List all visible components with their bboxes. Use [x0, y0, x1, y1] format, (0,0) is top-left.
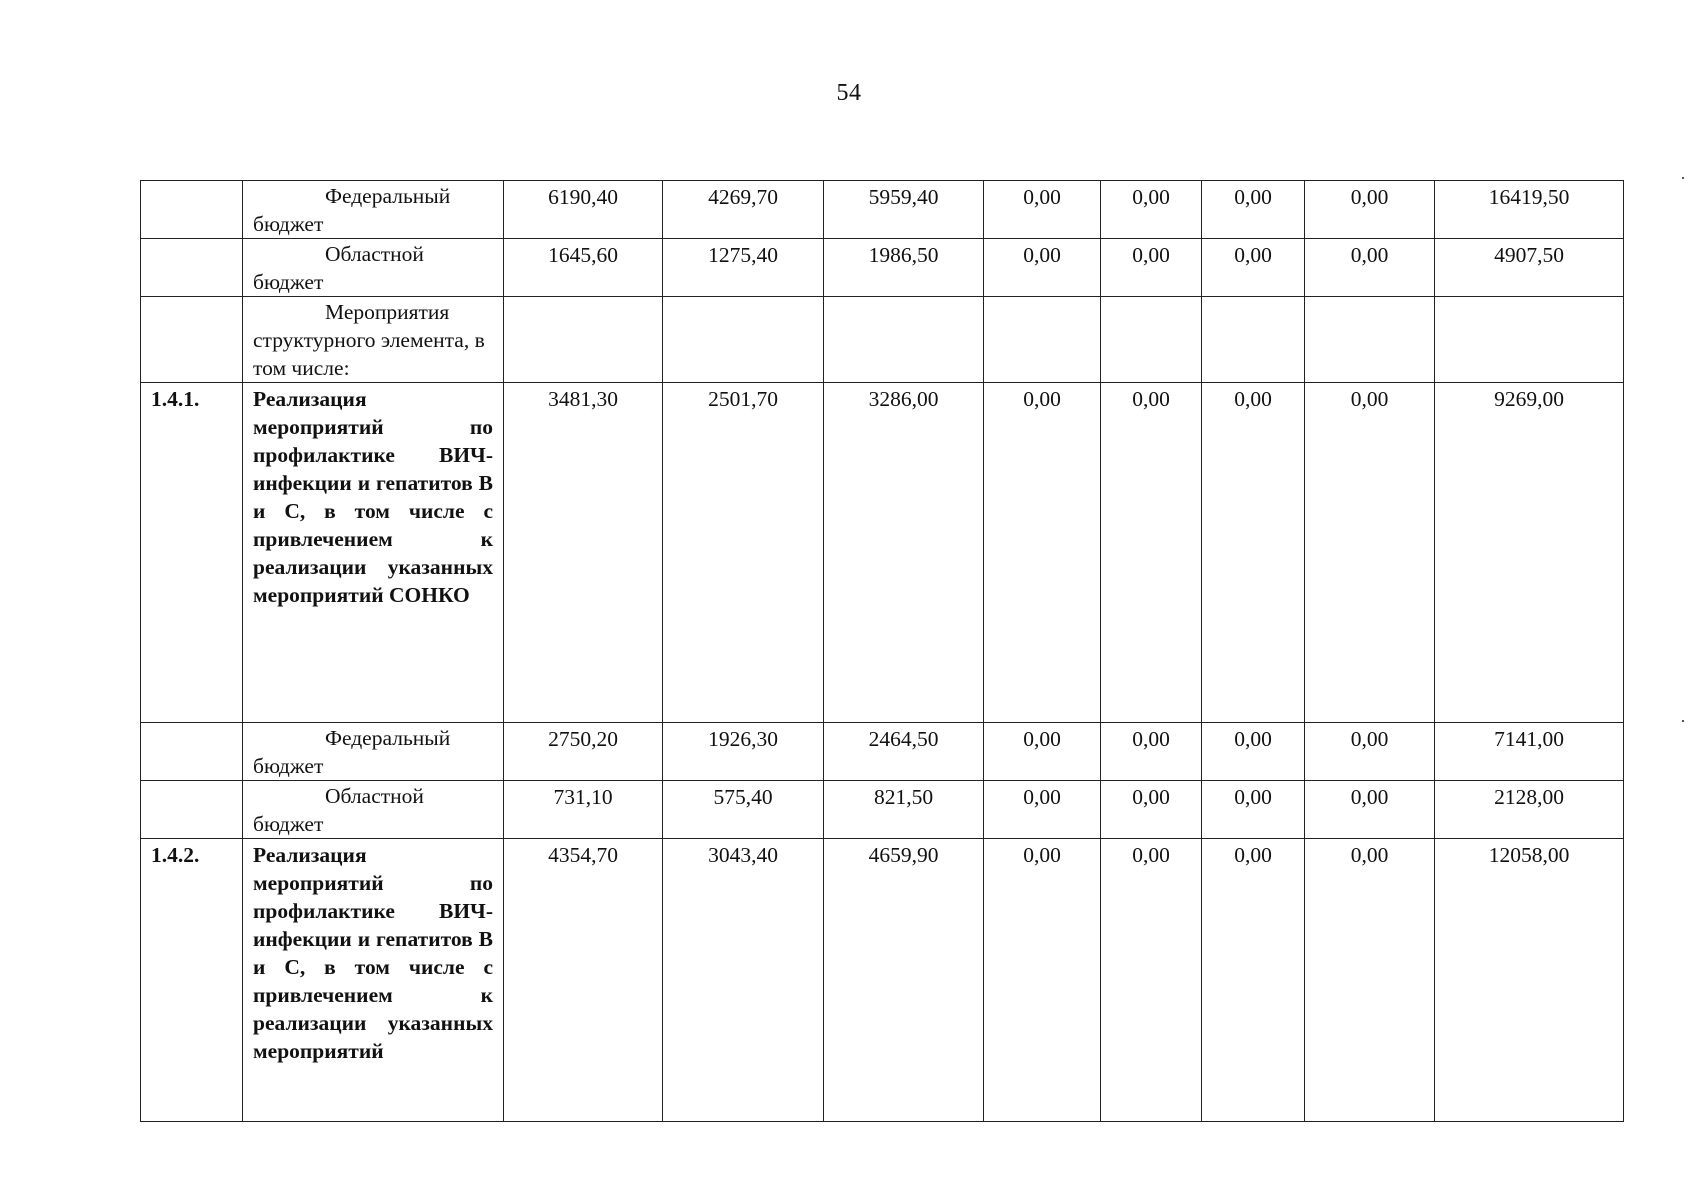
value-cell: 1986,50 [824, 239, 984, 297]
value-cell: 4659,90 [824, 839, 984, 1122]
row-name: Областной бюджет [243, 239, 504, 297]
value-cell: 0,00 [984, 723, 1101, 781]
value-cell: 0,00 [1202, 239, 1305, 297]
value-cell: 0,00 [1305, 383, 1435, 723]
value-cell: 0,00 [1202, 723, 1305, 781]
value-cell [504, 297, 663, 383]
value-cell: 0,00 [1305, 239, 1435, 297]
row-name: Областной бюджет [243, 781, 504, 839]
value-cell: 2501,70 [663, 383, 824, 723]
value-cell: 0,00 [1305, 839, 1435, 1122]
total-cell: 9269,00 [1435, 383, 1624, 723]
value-cell: 6190,40 [504, 181, 663, 239]
value-cell [1202, 297, 1305, 383]
value-cell: 4269,70 [663, 181, 824, 239]
value-cell [824, 297, 984, 383]
value-cell: 4354,70 [504, 839, 663, 1122]
value-cell: 0,00 [1305, 781, 1435, 839]
row-code [141, 239, 243, 297]
value-cell: 5959,40 [824, 181, 984, 239]
total-cell: 4907,50 [1435, 239, 1624, 297]
value-cell: 3043,40 [663, 839, 824, 1122]
value-cell: 0,00 [1101, 239, 1202, 297]
total-cell: 7141,00 [1435, 723, 1624, 781]
value-cell: 1645,60 [504, 239, 663, 297]
value-cell: 0,00 [1101, 383, 1202, 723]
row-name: Федеральный бюджет [243, 181, 504, 239]
value-cell: 0,00 [1101, 181, 1202, 239]
table-row [141, 839, 1624, 1122]
row-name: Реализация мероприятий по профилактике ВИЧ-инфекции и гепатитов В и С, в том числе с привлечением к реализации указанных мероприятий [243, 839, 504, 1122]
total-cell: 2128,00 [1435, 781, 1624, 839]
table-row [141, 383, 1624, 723]
value-cell: 821,50 [824, 781, 984, 839]
value-cell: 0,00 [1202, 181, 1305, 239]
value-cell: 0,00 [984, 839, 1101, 1122]
value-cell: 731,10 [504, 781, 663, 839]
value-cell: 3286,00 [824, 383, 984, 723]
value-cell: 1275,40 [663, 239, 824, 297]
value-cell: 0,00 [984, 181, 1101, 239]
scan-speck [1682, 177, 1684, 179]
budget-table [140, 180, 1624, 1122]
value-cell: 0,00 [1101, 781, 1202, 839]
value-cell: 575,40 [663, 781, 824, 839]
value-cell [1101, 297, 1202, 383]
value-cell: 2464,50 [824, 723, 984, 781]
scan-speck [1682, 720, 1684, 722]
value-cell [663, 297, 824, 383]
value-cell: 0,00 [984, 781, 1101, 839]
value-cell: 1926,30 [663, 723, 824, 781]
value-cell: 0,00 [984, 239, 1101, 297]
value-cell: 2750,20 [504, 723, 663, 781]
table-row [141, 297, 1624, 383]
value-cell: 0,00 [984, 383, 1101, 723]
table-row [141, 181, 1624, 239]
table-row [141, 239, 1624, 297]
total-cell: 16419,50 [1435, 181, 1624, 239]
row-name: Федеральный бюджет [243, 723, 504, 781]
value-cell: 0,00 [1101, 839, 1202, 1122]
value-cell: 3481,30 [504, 383, 663, 723]
total-cell: 12058,00 [1435, 839, 1624, 1122]
value-cell: 0,00 [1305, 181, 1435, 239]
total-cell [1435, 297, 1624, 383]
value-cell: 0,00 [1202, 839, 1305, 1122]
row-name: Мероприятия структурного элемента, в том числе: [243, 297, 504, 383]
row-code: 1.4.1. [141, 383, 243, 723]
table-row [141, 781, 1624, 839]
value-cell: 0,00 [1101, 723, 1202, 781]
value-cell [1305, 297, 1435, 383]
value-cell: 0,00 [1305, 723, 1435, 781]
page-number: 54 [836, 80, 862, 106]
table-row [141, 723, 1624, 781]
row-code [141, 181, 243, 239]
row-name: Реализация мероприятий по профилактике ВИЧ-инфекции и гепатитов В и С, в том числе с привлечением к реализации указанных мероприятий СОНКО [243, 383, 504, 723]
row-code [141, 781, 243, 839]
value-cell [984, 297, 1101, 383]
value-cell: 0,00 [1202, 781, 1305, 839]
row-code: 1.4.2. [141, 839, 243, 1122]
row-code [141, 297, 243, 383]
value-cell: 0,00 [1202, 383, 1305, 723]
row-code [141, 723, 243, 781]
